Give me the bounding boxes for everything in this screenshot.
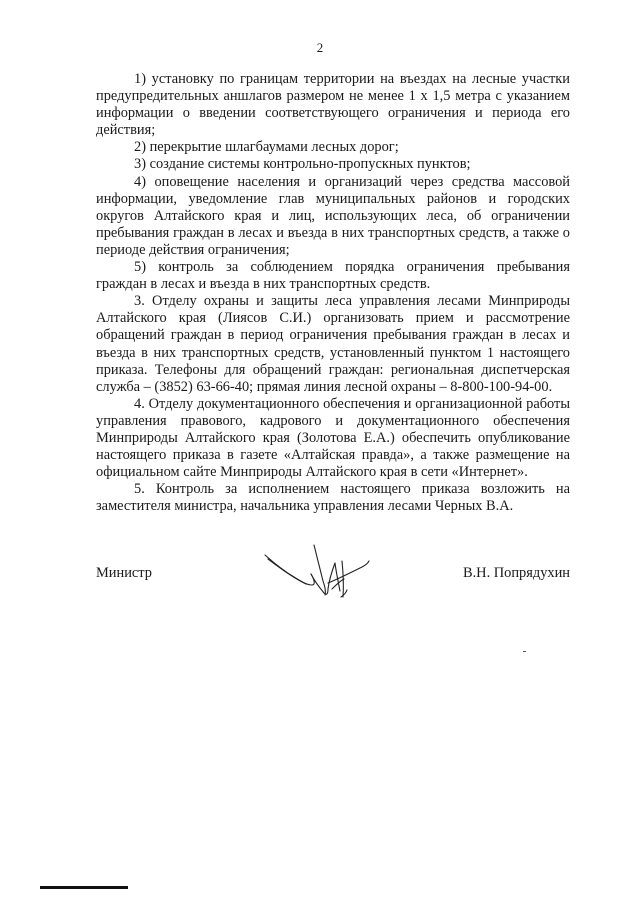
paragraph-item-2-barriers: 2) перекрытие шлагбаумами лесных дорог; bbox=[134, 139, 399, 156]
paragraph-clause-3: 3. Отделу охраны и защиты леса управления лесами Минприроды Алтайского края (Лиясов С.И.) организовать прием и рассмотрение обращений граждан в период ограничения пребывания граждан в лесах и въезда в них транспортных средств, установленный пунктом 1 настоящего приказа. Телефоны для обращений граждан: региональная диспетчерская служба – (3852) 63-66-40; прямая линия лесной охраны – 8-800-100-94-00. bbox=[96, 293, 570, 395]
signatory-title: Министр bbox=[96, 565, 152, 581]
scan-speck bbox=[523, 651, 526, 652]
paragraph-item-3-checkpoints: 3) создание системы контрольно-пропускных пунктов; bbox=[134, 156, 471, 173]
signatory-name: В.Н. Попрядухин bbox=[462, 565, 570, 581]
page-number: 2 bbox=[316, 40, 324, 55]
paragraph-item-1-installation-signs: 1) установку по границам территории на въездах на лесные участки предупредительных аншлагов размером не менее 1 х 1,5 метра с указанием информации о введении соответствующего ограничения и периода его действия; bbox=[96, 71, 570, 139]
paragraph-item-4-notification: 4) оповещение населения и организаций через средства массовой информации, уведомление глав муниципальных районов и городских округов Алтайского края и лиц, использующих леса, об ограничении пребывания граждан в лесах и въезда в них транспортных средств, а также о периоде действия ограничения; bbox=[96, 173, 570, 258]
paragraph-item-5-control: 5) контроль за соблюдением порядка ограничения пребывания граждан в лесах и въезда в них транспортных средств. bbox=[96, 259, 570, 293]
paragraph-clause-4: 4. Отделу документационного обеспечения и организационной работы управления правового, кадрового и документационного обеспечения Минприроды Алтайского края (Золотова Е.А.) обеспечить опубликование настоящего приказа в газете «Алтайская правда», а также размещение на официальном сайте Минприроды Алтайского края в сети «Интернет». bbox=[96, 395, 570, 481]
document-body bbox=[96, 71, 570, 515]
paragraph-clause-5: 5. Контроль за исполнением настоящего приказа возложить на заместителя министра, начальника управления лесами Черных В.А. bbox=[96, 481, 570, 515]
handwritten-signature bbox=[262, 541, 382, 603]
footer-rule bbox=[40, 886, 128, 889]
